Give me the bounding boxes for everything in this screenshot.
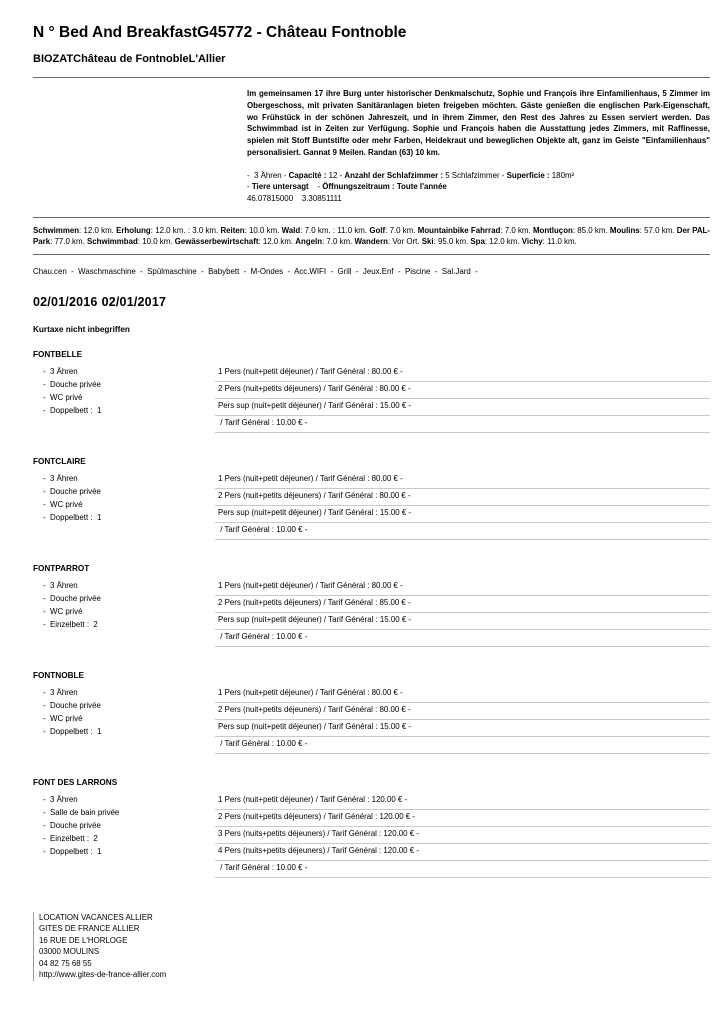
room-feature: - Einzelbett : 2 [43,832,215,845]
rate-row: 1 Pers (nuit+petit déjeuner) / Tarif Général : 80.00 € - [215,686,710,703]
property-description: Im gemeinsamen 17 ihre Burg unter historischer Denkmalschutz, Sophie und François ihre Einfamilienhaus, 5 Zimmer im Obergeschoss, mit privaten Sanitäranlagen bieten freigeben möchten. Gäste genießen die englischen Park-Eigenschaft, wo Frühstück in der schönen Jahreszeit, und in ihrem Zimmer, den Rest des Jahres zu Essen serviert werden. Das Schwimmbad ist in Zeiten zur Verfügung. Sophie und François haben die Ausstattung jedes Zimmers, mit Raffinesse, spielen mit Stoff Buntstifte oder mehr Farben, Heidekraut und beweglichen Objekte alt, ganz im Geiste "Einfamilienhaus" personalisiert. Gannat 9 Meilen. Randan (63) 10 km. [247,89,710,157]
room-section-font-des-larrons [33,778,710,878]
room-section-fontclaire [33,457,710,540]
room-feature: - Einzelbett : 2 [43,618,215,631]
room-feature: - WC privé [43,498,215,511]
room-feature: - 3 Ähren [43,472,215,485]
room-feature: - Doppelbett : 1 [43,845,215,858]
room-feature: - WC privé [43,712,215,725]
rate-row: 1 Pers (nuit+petit déjeuner) / Tarif Général : 120.00 € - [215,793,710,810]
rate-row: / Tarif Général : 10.00 € - [215,861,710,878]
page-title: N ° Bed And BreakfastG45772 - Château Fontnoble [33,24,407,41]
room-rates-table [215,472,710,540]
gps-coordinates: 46.07815000 3.30851111 [247,193,342,203]
room-feature: - WC privé [43,391,215,404]
date-range [33,295,710,309]
rate-row: 4 Pers (nuits+petits déjeuners) / Tarif Général : 120.00 € - [215,844,710,861]
tax-note: Kurtaxe nicht inbegriffen [33,324,130,334]
agency-org: GITES DE FRANCE ALLIER [39,924,140,934]
room-feature: - Douche privée [43,699,215,712]
room-feature: - Douche privée [43,378,215,391]
room-section-fontbelle [33,350,710,433]
rooms-list [33,350,710,878]
agency-city: 03000 MOULINS [39,947,100,957]
rate-row: / Tarif Général : 10.00 € - [215,523,710,540]
season-start-date: 02/01/2016 [33,294,98,309]
room-rates-table [215,579,710,647]
room-feature: - Doppelbett : 1 [43,725,215,738]
season-end-date: 02/01/2017 [101,294,167,309]
divider [33,77,710,78]
room-feature: - Douche privée [43,485,215,498]
room-feature: - 3 Ähren [43,793,215,806]
rate-row: / Tarif Général : 10.00 € - [215,416,710,433]
rate-row: Pers sup (nuit+petit déjeuner) / Tarif Général : 15.00 € - [215,399,710,416]
room-feature: - 3 Ähren [43,365,215,378]
room-features [33,579,215,631]
room-rates-table [215,793,710,878]
agency-footer [33,912,710,981]
room-rates-table [215,365,710,433]
room-feature: - Douche privée [43,592,215,605]
room-feature: - Doppelbett : 1 [43,404,215,417]
rate-row: 2 Pers (nuit+petits déjeuners) / Tarif Général : 80.00 € - [215,703,710,720]
room-name: FONTCLAIRE [33,456,86,466]
room-feature: - WC privé [43,605,215,618]
services-line: Chau.cen - Waschmaschine - Spülmaschine - Babybett - M-Ondes - Acc.WIFI - Grill - Jeux.Enf - Piscine - Sal.Jard - [33,266,478,276]
rate-row: 2 Pers (nuit+petits déjeuners) / Tarif Général : 80.00 € - [215,382,710,399]
room-features [33,793,215,858]
rate-row: 2 Pers (nuit+petits déjeuners) / Tarif Général : 80.00 € - [215,489,710,506]
capacity-line: - 3 Ähren - Capacité : 12 - Anzahl der Schlafzimmer : 5 Schlafzimmer - Superficie : 180m² [247,170,575,180]
rate-row: 3 Pers (nuits+petits déjeuners) / Tarif Général : 120.00 € - [215,827,710,844]
rate-row: / Tarif Général : 10.00 € - [215,630,710,647]
room-feature: - 3 Ähren [43,686,215,699]
rate-row: 1 Pers (nuit+petit déjeuner) / Tarif Général : 80.00 € - [215,472,710,489]
room-features [33,365,215,417]
divider [33,217,710,218]
page-subtitle: BIOZATChâteau de FontnobleL'Allier [33,53,226,65]
rate-row: Pers sup (nuit+petit déjeuner) / Tarif Général : 15.00 € - [215,720,710,737]
room-feature: - Douche privée [43,819,215,832]
rate-row: 1 Pers (nuit+petit déjeuner) / Tarif Général : 80.00 € - [215,579,710,596]
room-name: FONTNOBLE [33,670,84,680]
agency-street: 16 RUE DE L'HORLOGE [39,935,128,945]
room-feature: - Salle de bain privée [43,806,215,819]
rate-row: Pers sup (nuit+petit déjeuner) / Tarif Général : 15.00 € - [215,506,710,523]
opening-line: - Tiere untersagt - Öffnungszeitraum : Toute l'année [247,182,447,192]
room-name: FONT DES LARRONS [33,777,118,787]
room-feature: - 3 Ähren [43,579,215,592]
room-section-fontparrot [33,564,710,647]
rate-row: / Tarif Général : 10.00 € - [215,737,710,754]
rate-row: 1 Pers (nuit+petit déjeuner) / Tarif Général : 80.00 € - [215,365,710,382]
rate-row: 2 Pers (nuit+petits déjeuners) / Tarif Général : 120.00 € - [215,810,710,827]
room-features [33,686,215,738]
divider [33,254,710,255]
agency-phone: 04 82 75 68 55 [39,958,92,968]
room-name: FONTPARROT [33,563,90,573]
rate-row: Pers sup (nuit+petit déjeuner) / Tarif Général : 15.00 € - [215,613,710,630]
rate-row: 2 Pers (nuit+petits déjeuners) / Tarif Général : 85.00 € - [215,596,710,613]
room-section-fontnoble [33,671,710,754]
room-features [33,472,215,524]
room-feature: - Doppelbett : 1 [43,511,215,524]
distances-line: Schwimmen: 12.0 km. Erholung: 12.0 km. : 3.0 km. Reiten: 10.0 km. Wald: 7.0 km. : 11.0 km. Golf: 7.0 km. Mountainbike Fahrrad: 7.0 km. Montluçon: 85.0 km. Moulins: 57.0 km. Der PAL-Park: 77.0 km. Schwimmbad: 10.0 km. Gewässerbewirtschaft: 12.0 km. Angeln: 7.0 km. Wandern: Vor Ort. Ski: 95.0 km. Spa: 12.0 km. Vichy: 11.0 km. [33,225,710,246]
room-rates-table [215,686,710,754]
room-name: FONTBELLE [33,349,83,359]
agency-website-link[interactable]: http://www.gites-de-france-allier.com [39,970,167,980]
intro-block [247,88,710,205]
agency-name: LOCATION VACANCES ALLIER [39,912,153,922]
